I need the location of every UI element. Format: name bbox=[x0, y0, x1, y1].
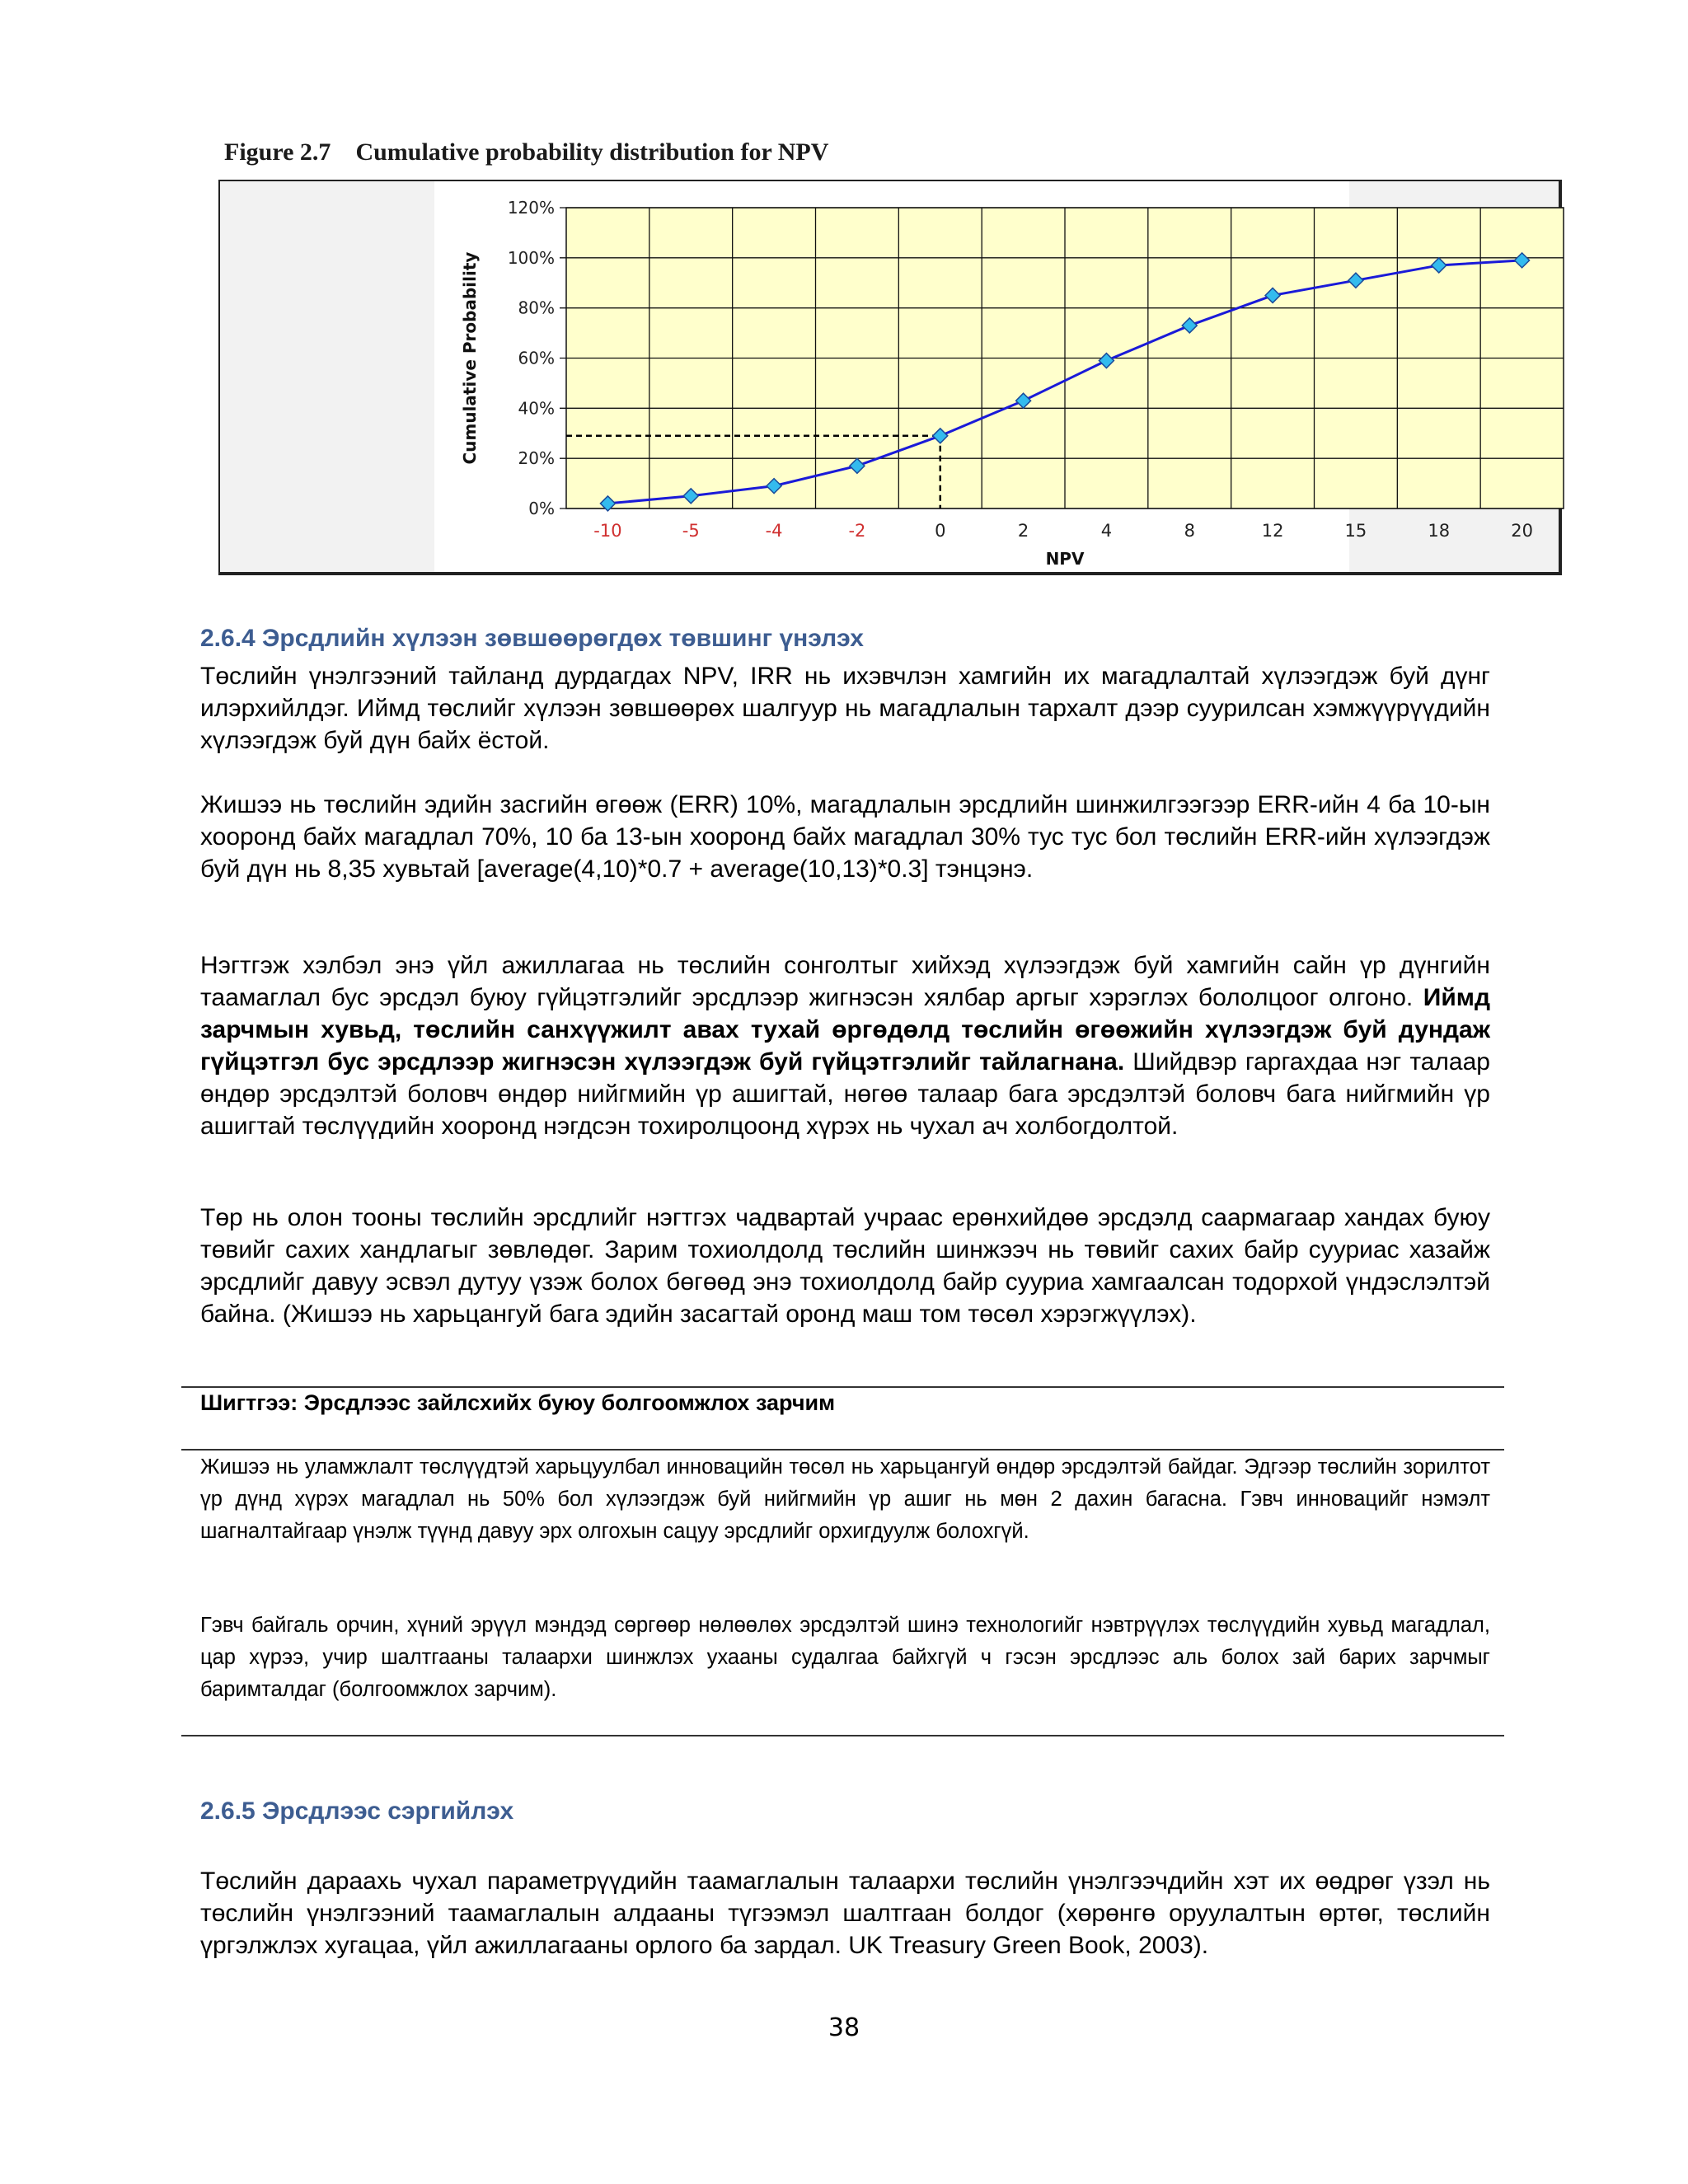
figure-caption bbox=[224, 138, 828, 166]
y-tick-label: 120% bbox=[507, 198, 555, 218]
paragraph-5: Төслийн дараахь чухал параметрүүдийн таамаглалын талаархи төслийн үнэлгээчдийн хэт их өөдрөг үзэл нь төслийн үнэлгээний таамаглалын алдааны түгээмэл шалтгаан болдог (хөрөнгө оруулалтын өртөг, төслийн үргэлжлэх хугацаа, үйл ажиллагааны орлого ба зардал. UK Treasury Green Book, 2003). bbox=[200, 1868, 1490, 1959]
cumulative-probability-chart bbox=[434, 181, 1533, 572]
paragraph-3-start: Нэгтгэж хэлбэл энэ үйл ажиллагаа нь төслийн сонголтыг хийхэд хүлээгдэж буй хамгийн сайн үр дүнгийн таамаглал бус эрсдэл буюу гүйцэтгэлийг эрсдлээр жигнэсэн хялбар аргыг хэрэглэх бололцоог олгоно. bbox=[200, 952, 1490, 1011]
page-number: 38 bbox=[828, 2013, 860, 2042]
box-bottom-rule bbox=[181, 1735, 1504, 1736]
chart-area bbox=[434, 181, 1533, 572]
x-tick-label: -5 bbox=[682, 521, 700, 541]
box-top-rule bbox=[181, 1386, 1504, 1388]
y-tick-label: 0% bbox=[528, 499, 555, 518]
paragraph-2: Жишээ нь төслийн эдийн засгийн өгөөж (ERR) 10%, магадлалын эрсдлийн шинжилгээгээр ERR-ийн 4 ба 10-ын хооронд байх магадлал 70%, 10 ба 13-ын хооронд байх магадлал 30% тус тус бол төслийн ERR-ийн хүлээгдэж буй дүн нь 8,35 хувьтай [average(4,10)*0.7 + average(10,13)*0.3] тэнцэнэ. bbox=[200, 791, 1490, 883]
x-tick-label: 2 bbox=[1017, 521, 1029, 541]
paragraph-3-bold: Иймд зарчмын хувьд, төслийн санхүүжилт авах тухай өргөдөлд төслийн өгөөжийн хүлээгдэж буй дундаж гүйцэтгэл бус эрсдлээр жигнэсэн хүлээгдэж буй гүйцэтгэлийг тайлагнана. bbox=[200, 984, 1490, 1076]
box-paragraph-2: Гэвч байгаль орчин, хүний эрүүл мэндэд сөргөөр нөлөөлөх эрсдэлтэй шинэ технологийг нэвтрүүлэх төслүүдийн хувьд магадлал, цар хүрээ, учир шалтгааны талаархи шинжлэх ухааны судалгаа байхгүй ч гэсэн эрсдлээс аль болох зай барих зарчмыг баримталдаг (болгоомжлох зарчим). bbox=[200, 1614, 1490, 1701]
x-tick-label: 18 bbox=[1428, 521, 1451, 541]
paragraph-1: Төслийн үнэлгээний тайланд дурдагдах NPV, IRR нь ихэвчлэн хамгийн их магадлалтай хүлээгдэж буй дүнг илэрхийлдэг. Иймд төслийг хүлээн зөвшөөрөх шалгуур нь магадлалын тархалт дээр суурилсан хэмжүүрүүдийн хүлээгдэж буй дүн байх ёстой. bbox=[200, 663, 1490, 754]
x-tick-label: 8 bbox=[1184, 521, 1195, 541]
x-tick-label: -2 bbox=[848, 521, 866, 541]
figure-label: Figure 2.7 bbox=[224, 138, 331, 166]
y-tick-label: 40% bbox=[518, 398, 555, 419]
y-tick-label: 60% bbox=[518, 348, 555, 368]
section-heading-2-6-5: 2.6.5 Эрсдлээс сэргийлэх bbox=[200, 1797, 514, 1825]
chart-frame bbox=[218, 180, 1562, 575]
section-heading-2-6-4: 2.6.4 Эрсдлийн хүлээн зөвшөөрөгдөх төвшинг үнэлэх bbox=[200, 625, 864, 652]
box-title: Шигтгээ: Эрсдлээс зайлсхийх буюу болгоомжлох зарчим bbox=[200, 1390, 836, 1415]
x-tick-label: 4 bbox=[1100, 521, 1113, 541]
box-title-rule bbox=[181, 1449, 1504, 1451]
box-paragraph-1: Жишээ нь уламжлалт төслүүдтэй харьцуулбал инновацийн төсөл нь харьцангуй өндөр эрсдэлтэй байдаг. Эдгээр төслийн зорилтот үр дүнд хүрэх магадлал нь 50% бол хүлээгдэж буй нийгмийн үр ашиг нь мөн 2 дахин багасна. Гэвч инновацийг нэмэлт шагналтайгаар үнэлж түүнд давуу эрх олгохын сацуу эрсдлийг орхигдуулж болохгүй. bbox=[200, 1455, 1490, 1543]
paragraph-3 bbox=[200, 949, 1490, 1142]
x-tick-label: 20 bbox=[1511, 521, 1533, 541]
x-tick-label: 12 bbox=[1261, 521, 1284, 541]
paragraph-4: Төр нь олон тооны төслийн эрсдлийг нэгтгэх чадвартай учраас ерөнхийдөө эрсдэлд саармагаар хандах буюу төвийг сахих хандлагыг зөвлөдөг. Зарим тохиолдолд төслийн шинжээч нь төвийг сахих байр сууриас хазайж эрсдлийг давуу эсвэл дутуу үзэж болох бөгөөд энэ тохиолдолд байр сууриа хамгаалсан тодорхой үндэслэлтэй байна. (Жишээ нь харьцангуй бага эдийн засагтай оронд маш том төсөл хэрэгжүүлэх). bbox=[200, 1204, 1490, 1328]
x-tick-label: -10 bbox=[593, 521, 622, 541]
x-tick-label: 0 bbox=[935, 521, 946, 541]
x-tick-label: -4 bbox=[765, 521, 783, 541]
y-tick-label: 20% bbox=[518, 448, 555, 469]
paragraph-3-end: Шийдвэр гаргахдаа нэг талаар өндөр эрсдэлтэй боловч өндөр нийгмийн үр ашигтай, нөгөө талаар бага эрсдэлтэй боловч бага нийгмийн үр ашигтай төслүүдийн хооронд нэгдсэн тохиролцоонд хүрэх нь чухал ач холбогдолтой. bbox=[200, 1048, 1490, 1140]
y-axis-title: Cumulative Probability bbox=[460, 251, 480, 465]
x-tick-label: 15 bbox=[1344, 521, 1367, 541]
figure-title: Cumulative probability distribution for NPV bbox=[355, 138, 829, 166]
x-axis-title: NPV bbox=[1045, 549, 1085, 569]
y-tick-label: 80% bbox=[518, 298, 555, 318]
y-tick-label: 100% bbox=[507, 247, 555, 268]
